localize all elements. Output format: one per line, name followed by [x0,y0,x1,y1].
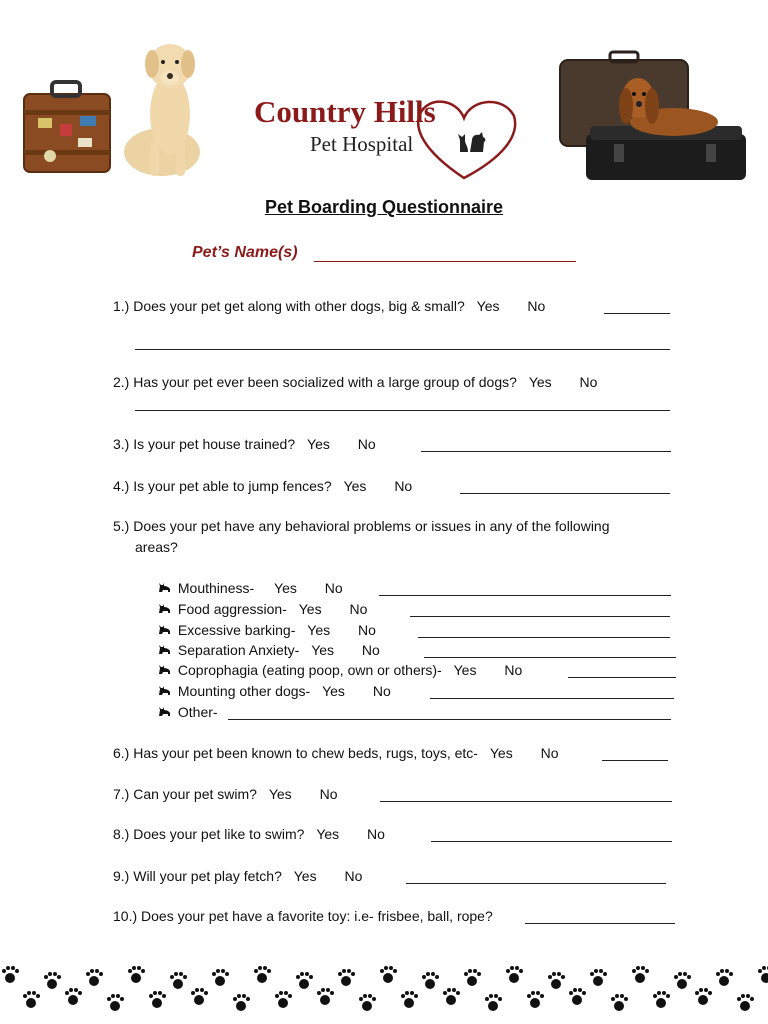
behavior-list [158,580,688,730]
paw-print-icon [464,969,480,987]
behavior-label: Mounting other dogs- [177,683,311,699]
question-number: 3.) [113,436,130,452]
no-option[interactable]: No [319,786,338,802]
paw-print-icon [275,991,291,1009]
question-text: Has your pet ever been socialized with a large group of dogs? [133,374,517,390]
question-number: 8.) [113,826,130,842]
no-option[interactable]: No [357,436,376,452]
question-text: Is your pet house trained? [133,436,296,452]
paw-print-icon [422,972,438,990]
dog-with-suitcase-photo [20,32,208,182]
yes-option[interactable]: Yes [298,601,322,617]
answer-line[interactable] [379,595,671,596]
yes-option[interactable]: Yes [316,826,340,842]
behavior-item [158,704,218,720]
paw-print-icon [548,972,564,990]
paw-print-icon [23,991,39,1009]
yes-option[interactable]: Yes [476,298,500,314]
no-option[interactable]: No [344,868,363,884]
question-8 [113,826,385,842]
question-1 [113,298,545,314]
question-text: Does your pet have a favorite toy: i.e- frisbee, ball, rope? [141,908,493,924]
answer-line[interactable] [430,698,674,699]
no-option[interactable]: No [324,580,343,596]
dog-in-suitcase-photo [556,48,750,184]
behavior-label: Excessive barking- [177,622,296,638]
answer-line[interactable] [380,801,672,802]
question-text: Is your pet able to jump fences? [133,478,332,494]
yes-option[interactable]: Yes [268,786,292,802]
question-5 [113,518,610,534]
behavior-label: Food aggression- [177,601,287,617]
yes-option[interactable]: Yes [274,580,297,596]
form-title: Pet Boarding Questionnaire [264,197,504,217]
cat-bullet-icon [158,704,174,720]
cat-and-dog-icon [456,128,490,154]
logo-title: Country Hills [254,94,436,129]
paw-print-icon [443,988,459,1006]
no-option[interactable]: No [540,745,559,761]
answer-line[interactable] [460,493,670,494]
answer-line[interactable] [406,883,666,884]
question-text: Has your pet been known to chew beds, rugs, toys, etc- [133,745,478,761]
paw-print-icon [65,988,81,1006]
paw-print-icon [338,969,354,987]
question-number: 4.) [113,478,130,494]
paw-print-icon [191,988,207,1006]
no-option[interactable]: No [394,478,413,494]
paw-print-icon [233,994,249,1012]
no-option[interactable]: No [504,662,523,678]
no-option[interactable]: No [361,642,380,658]
behavior-item [158,642,380,658]
paw-print-icon [107,994,123,1012]
paw-print-icon [254,966,270,984]
behavior-label: Coprophagia (eating poop, own or others)- [177,662,442,678]
question-number: 1.) [113,298,130,314]
paw-print-icon [611,994,627,1012]
no-option[interactable]: No [579,374,598,390]
question-number: 9.) [113,868,130,884]
yes-option[interactable]: Yes [453,662,477,678]
paw-print-icon [506,966,522,984]
answer-line[interactable] [228,719,671,720]
behavior-item [158,683,391,699]
paw-print-icon [380,966,396,984]
paw-print-icon [128,966,144,984]
question-5-continued: areas? [135,539,178,555]
cat-bullet-icon [158,642,174,658]
paw-print-icon [653,991,669,1009]
question-text: Will your pet play fetch? [133,868,282,884]
cat-bullet-icon [158,662,174,678]
paw-print-icon [695,988,711,1006]
question-number: 2.) [113,374,130,390]
answer-line[interactable] [135,410,670,411]
behavior-item [158,662,522,678]
behavior-label: Separation Anxiety- [177,642,300,658]
paw-print-icon [632,966,648,984]
question-text: Does your pet like to swim? [133,826,305,842]
yes-option[interactable]: Yes [322,683,345,699]
pet-name-label: Pet’s Name(s) [192,244,298,261]
behavior-item [158,580,343,596]
paw-print-icon [758,966,768,984]
behavior-item [158,601,367,617]
paw-print-icon [296,972,312,990]
paw-print-icon [149,991,165,1009]
question-text: Does your pet get along with other dogs, big & small? [133,298,465,314]
cat-bullet-icon [158,580,174,596]
answer-line[interactable] [135,349,670,350]
no-option[interactable]: No [527,298,546,314]
logo [252,92,522,188]
behavior-item [158,622,376,638]
no-option[interactable]: No [367,826,385,842]
paw-print-icon [527,991,543,1009]
question-number: 10.) [113,908,138,924]
yes-option[interactable]: Yes [311,642,335,658]
paw-print-icon [212,969,228,987]
no-option[interactable]: No [372,683,391,699]
yes-option[interactable]: Yes [293,868,317,884]
answer-line[interactable] [568,677,676,678]
no-option[interactable]: No [358,622,376,638]
cat-bullet-icon [158,683,174,699]
paw-print-icon [44,972,60,990]
question-9 [113,868,362,884]
paw-print-icon [2,966,18,984]
question-text: Can your pet swim? [133,786,257,802]
yes-option[interactable]: Yes [343,478,367,494]
question-2 [113,374,597,390]
yes-option[interactable]: Yes [307,436,330,452]
question-10 [113,908,493,924]
paw-print-icon [590,969,606,987]
question-4 [113,478,412,494]
paw-print-icon [716,969,732,987]
no-option[interactable]: No [349,601,368,617]
yes-option[interactable]: Yes [489,745,513,761]
paw-print-border [0,958,768,1018]
paw-print-icon [317,988,333,1006]
answer-line[interactable] [410,616,670,617]
answer-line[interactable] [602,760,668,761]
paw-print-icon [485,994,501,1012]
paw-print-icon [674,972,690,990]
cat-bullet-icon [158,601,174,617]
answer-line[interactable] [424,657,676,658]
answer-line[interactable] [418,637,670,638]
question-7 [113,786,337,802]
answer-line[interactable] [421,451,671,452]
behavior-label: Other- [177,704,218,720]
paw-print-icon [737,994,753,1012]
question-number: 6.) [113,745,130,761]
answer-line[interactable] [431,841,672,842]
paw-print-icon [401,991,417,1009]
paw-print-icon [170,972,186,990]
pet-name-field[interactable] [314,261,576,262]
cat-bullet-icon [158,622,174,638]
question-3 [113,436,376,452]
question-number: 5.) [113,518,130,534]
yes-option[interactable]: Yes [528,374,552,390]
paw-print-icon [359,994,375,1012]
question-text: Does your pet have any behavioral problems or issues in any of the following [133,518,610,534]
answer-line[interactable] [525,923,675,924]
paw-print-icon [569,988,585,1006]
answer-line[interactable] [604,313,670,314]
logo-subtitle: Pet Hospital [310,132,414,156]
question-6 [113,745,559,761]
question-number: 7.) [113,786,130,802]
yes-option[interactable]: Yes [307,622,331,638]
paw-print-icon [86,969,102,987]
behavior-label: Mouthiness- [177,580,255,596]
